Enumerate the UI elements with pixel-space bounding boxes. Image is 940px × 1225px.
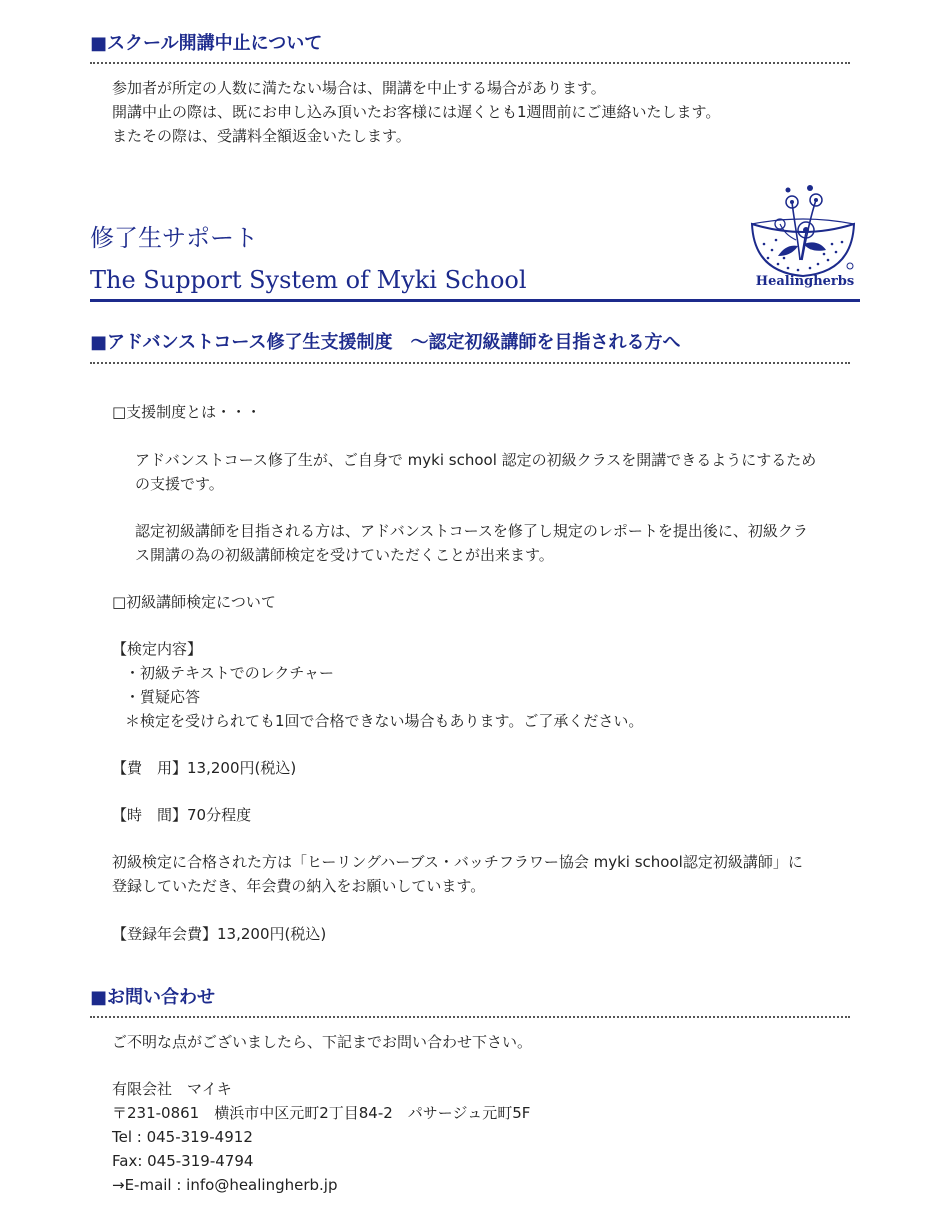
divider bbox=[90, 1016, 850, 1018]
exam-content-label: 【検定内容】 bbox=[112, 640, 203, 658]
cancel-line: 参加者が所定の人数に満たない場合は、開講を中止する場合があります。 bbox=[112, 79, 606, 97]
what-p2-line: 認定初級講師を目指される方は、アドバンストコースを修了し規定のレポートを提出後に、初級クラ bbox=[135, 522, 808, 540]
what-p2-line: ス開講の為の初級講師検定を受けていただくことが出来ます。 bbox=[135, 546, 554, 564]
contact-intro: ご不明な点がございましたら、下記までお問い合わせ下さい。 bbox=[112, 1033, 533, 1051]
contact-company: 有限会社 マイキ bbox=[112, 1080, 232, 1098]
contact-address: 〒231-0861 横浜市中区元町2丁目84-2 パサージュ元町5F bbox=[112, 1104, 531, 1122]
exam-fee: 【費 用】13,200円(税込) bbox=[112, 759, 297, 777]
contact-heading: ■お問い合わせ bbox=[90, 987, 216, 1008]
annual-fee: 【登録年会費】13,200円(税込) bbox=[112, 925, 327, 943]
exam-label: □初級講師検定について bbox=[112, 593, 276, 611]
contact-email-link[interactable]: →E-mail : info@healingherb.jp bbox=[112, 1176, 338, 1194]
title-rule bbox=[90, 299, 860, 302]
support-heading: ■アドバンストコース修了生支援制度 ～認定初級講師を目指される方へ bbox=[90, 332, 681, 353]
exam-item: ・初級テキストでのレクチャー bbox=[125, 664, 334, 682]
contact-fax: Fax: 045-319-4794 bbox=[112, 1152, 254, 1170]
support-title-jp: 修了生サポート bbox=[90, 224, 258, 252]
cancel-line: またその際は、受講料全額返金いたします。 bbox=[112, 127, 411, 145]
exam-item: ・質疑応答 bbox=[125, 688, 201, 706]
divider bbox=[90, 362, 850, 364]
what-label: □支援制度とは・・・ bbox=[112, 403, 262, 421]
support-title-en: The Support System of Myki School bbox=[90, 266, 527, 294]
cancel-line: 開講中止の際は、既にお申し込み頂いたお客様には遅くとも1週間前にご連絡いたします。 bbox=[112, 103, 721, 121]
divider bbox=[90, 62, 850, 64]
what-p1-line: の支援です。 bbox=[135, 475, 224, 493]
cancel-heading: ■スクール開講中止について bbox=[90, 33, 323, 54]
pass-line: 初級検定に合格された方は「ヒーリングハーブス・バッチフラワー協会 myki school認定初級講師」に bbox=[112, 853, 803, 871]
contact-tel: Tel : 045-319-4912 bbox=[112, 1128, 253, 1146]
logo-text: Healingherbs bbox=[755, 274, 855, 289]
what-p1-line: アドバンストコース修了生が、ご自身で myki school 認定の初級クラスを開講できるようにするため bbox=[135, 451, 817, 469]
pass-line: 登録していただき、年会費の納入をお願いしています。 bbox=[112, 877, 486, 895]
exam-note: ＊検定を受けられても1回で合格できない場合もあります。ご了承ください。 bbox=[125, 712, 644, 730]
exam-time: 【時 間】70分程度 bbox=[112, 806, 252, 824]
